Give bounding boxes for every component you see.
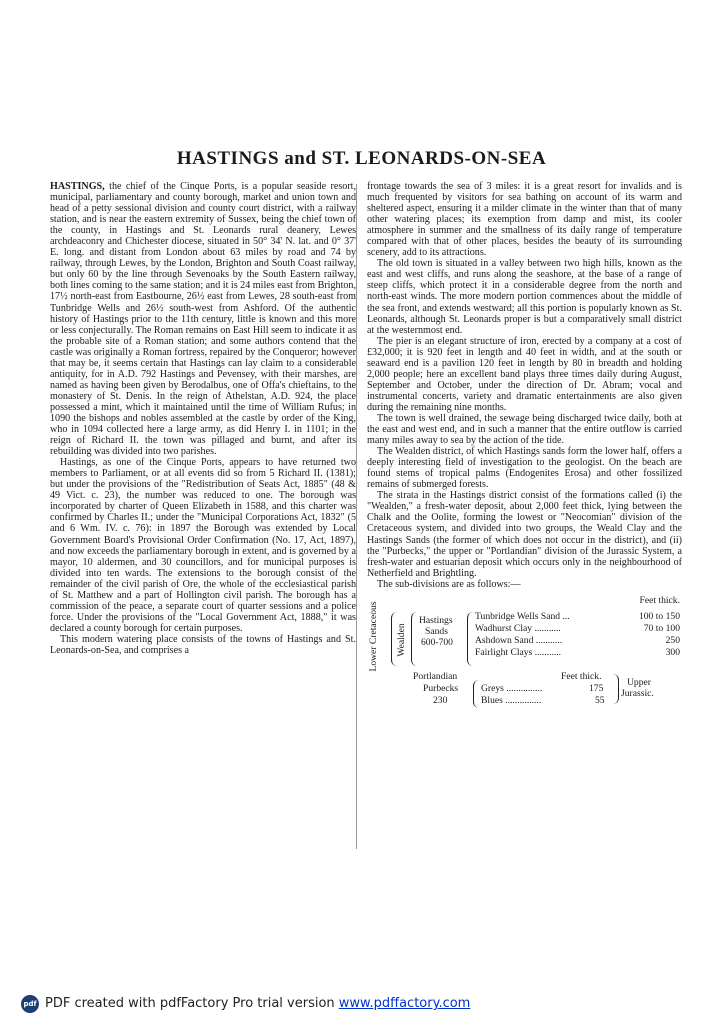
brace bbox=[613, 674, 619, 704]
row-value: 55 bbox=[595, 694, 605, 706]
purbecks-label: Purbecks bbox=[423, 682, 459, 694]
row-name: Greys ............... bbox=[481, 682, 543, 694]
pdf-icon: pdf bbox=[21, 995, 39, 1013]
sands-label: Sands bbox=[425, 625, 448, 637]
range-label: 600-700 bbox=[421, 636, 453, 648]
row-name: Ashdown Sand ........... bbox=[475, 634, 563, 646]
paragraph: This modern watering place consists of the towns of Hastings and St. Leonards-on-Sea, and comprises a bbox=[50, 633, 356, 656]
upper-label: Upper bbox=[627, 676, 651, 688]
paragraph: The town is well drained, the sewage being discharged twice daily, both at the east and west end, and in such a manner that the entire outflow is carried many miles away to sea by the action of the tide. bbox=[367, 412, 682, 447]
paragraph-text: the chief of the Cinque Ports, is a popular seaside resort, municipal, parliamentary and county borough, market and union town and head of a petty sessional division and county court district, with a railway station, and is near the eastern extremity of Sussex, being the chief town of the county, in Hastings and St. Leonards rural deanery, Lewes archdeaconry and Chichester diocese, situated in 50° 34' N. lat. and 0° 37' E. long. and distant from London about 63 miles by road and 74 by railway, through Lewes, by the London, Brighton and South Coast railway, but only 60 by the line through Sevenoaks by the South Eastern railway, both lines coming to the same station; and it is 24 miles east from Brighton, 17½ north-east from Eastbourne, 26½ east from Lewes, 28 south-east from Tunbridge Wells and 26½ south-west from Ashford. Of the authentic history of Hastings prior to the 11th century, little is known and this more or less conjecturally. The Roman remains on East Hill seem to indicate it as the probable site of a Roman station; and some authors contend that the castle was originally a Roman fortress, repaired by the Conqueror; however that may be, it seems certain that Hastings can lay claim to a considerable antiquity, for in A.D. 792 Hastings and Pevensey, with their marshes, are named as having been given by Berodalbus, one of Offa's chieftains, to the monastery of St. Denis. In the reign of Athelstan, A.D. 924, the place possessed a mint, which it maintained until the time of William Rufus; in 1090 the bishops and nobles assembled at the castle by order of the King, who in 1094 collected here a large army, as did Henry I. in 1101; in the reign of Richard II. the town was pillaged and burnt, and after its rebuilding was divided into two parishes. bbox=[50, 181, 356, 458]
row-value: 100 to 150 bbox=[638, 610, 680, 622]
brace bbox=[411, 612, 417, 666]
pdffactory-link[interactable]: www.pdffactory.com bbox=[338, 996, 471, 1011]
row-value: 300 bbox=[665, 646, 680, 658]
paragraph: The sub-divisions are as follows:— bbox=[377, 578, 521, 590]
row-name: Fairlight Clays ........... bbox=[475, 646, 562, 658]
paragraph bbox=[50, 181, 356, 457]
portlandian-label: Portlandian bbox=[413, 670, 458, 682]
brace bbox=[473, 680, 479, 708]
paragraph: The old town is situated in a valley between two high hills, known as the east and west cliffs, and runs along the seashore, at the base of a range of steep cliffs, which protect it in a considerable degree from the north and north-east winds. The more modern portion commences about the middle of the sea front, and extends westward; all this portion is popularly known as St. Leonards, although St. Leonards proper is but a comparatively small district at the westernmost end. bbox=[367, 258, 682, 336]
feet-thick-header: Feet thick. bbox=[561, 670, 602, 682]
row-name: Blues ............... bbox=[481, 694, 542, 706]
feet-thick-header: Feet thick. bbox=[639, 594, 680, 606]
lower-cretaceous-label: Lower Cretaceous bbox=[368, 601, 379, 672]
lead-word: HASTINGS, bbox=[50, 181, 105, 192]
row-name: Wadhurst Clay ........... bbox=[475, 622, 561, 634]
right-column bbox=[367, 181, 682, 739]
paragraph: Hastings, as one of the Cinque Ports, appears to have returned two members to Parliament, or at all events did so from 5 Richard II. (1381); but under the provisions of the "Redistribution of Seats Act, 1885" (48 & 49 Vict. c. 23), the number was reduced to one. The borough was incorporated by charter of Queen Elizabeth in 1588, and this charter was confirmed by Charles II.; under the "Municipal Corporations Act, 1832" (5 and 6 Wm. IV. c. 76): in 1897 the Borough was extended by Local Government Board's Provisional Order Confirmation (No. 17, Act, 1897), and now exceeds the parliamentary borough in extent, and is governed by a mayor, 10 aldermen, and 30 councillors, and for municipal purposes is divided into ten wards. The extensions to the borough consist of the remainder of the civil parish of Ore, the whole of the ecclesiastical parish of St. Matthew and a part of Hollington civil parish. The borough has a commission of the peace, a separate court of quarter sessions and a police force. Under the provisions of the "Local Government Act, 1888," it was declared a county borough for certain purposes. bbox=[50, 457, 356, 634]
jurassic-label: Jurassic. bbox=[621, 687, 654, 699]
left-column bbox=[50, 181, 356, 656]
row-value: 175 bbox=[589, 682, 604, 694]
paragraph: The Wealden district, of which Hastings sands form the lower half, offers a deeply interesting field of investigation to the geologist. On the beach are found stems of tropical palms (Endogenites Erosa) and other fossilized remains of submerged forests. bbox=[367, 446, 682, 491]
wealden-label: Wealden bbox=[396, 623, 407, 657]
brace bbox=[467, 612, 473, 666]
hastings-label: Hastings bbox=[419, 614, 453, 626]
row-name: Tunbridge Wells Sand ... bbox=[475, 610, 570, 622]
pdf-footer bbox=[0, 992, 723, 1020]
paragraph: frontage towards the sea of 3 miles: it is a great resort for invalids and is much frequented by visitors for sea bathing on account of its warm and sheltered aspect, ensuring it a milder climate in the winter than that of many other watering places; its exemption from damp and mist, its cooler atmosphere in summer and the smallness of its daily range of temperature compared with that of other places, besides the beauty of its surrounding scenery, add to its attractions. bbox=[367, 181, 682, 259]
strata-table bbox=[367, 594, 682, 739]
row-value: 70 to 100 bbox=[643, 622, 680, 634]
row-value: 250 bbox=[665, 634, 680, 646]
purbecks-total: 230 bbox=[433, 694, 448, 706]
paragraph: The strata in the Hastings district consist of the formations called (i) the "Wealden," a fresh-water deposit, about 2,000 feet thick, lying between the Chalk and the Oolite, forming the lowest or "Neocomian" division of the Cretaceous system, and divided into two groups, the Weald Clay and the Hastings Sands (the former of which does not occur in the district), and (ii) the "Purbecks," the upper or "Portlandian" division of the Jurassic System, a fresh-water and estuarian deposit which occurs only in the neighbourhood of Netherfield and Brightling. bbox=[367, 490, 682, 579]
footer-text bbox=[45, 996, 470, 1011]
paragraph: The pier is an elegant structure of iron, erected by a company at a cost of £32,000; it is 920 feet in length and 40 feet in width, and at the south or seaward end is a pavilion 120 feet in length by 80 in breadth and holding 2,000 people; here an excellent band plays three times daily during August, September and October, under the direction of Dr. Abram; vocal and instrumental concerts, variety and dramatic entertainments are also given during the remaining nine months. bbox=[367, 335, 682, 413]
page-title: HASTINGS and ST. LEONARDS-ON-SEA bbox=[176, 148, 547, 169]
footer-label: PDF created with pdfFactory Pro trial version bbox=[45, 996, 339, 1011]
column-divider bbox=[356, 184, 357, 849]
